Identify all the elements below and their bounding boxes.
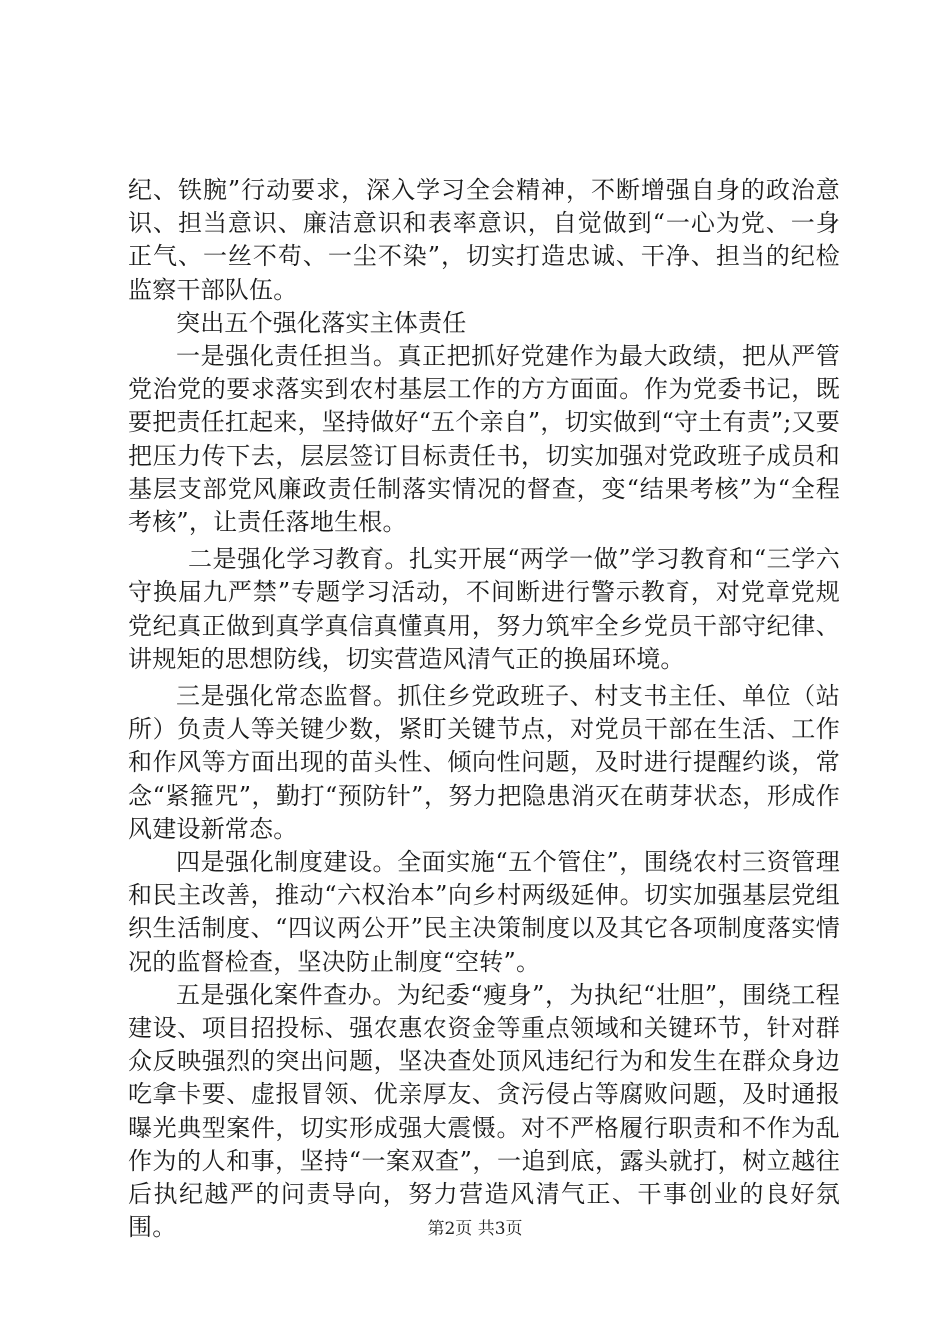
paragraph-supervision: 三是强化常态监督。抓住乡党政班子、村支书主任、单位（站所）负责人等关键少数，紧盯关键节点，对党员干部在生活、工作和作风等方面出现的苗头性、倾向性问题，及时进行提醒约谈，常念“紧箍咒”，勤打“预防针”，努力把隐患消灭在萌芽状态，形成作风建设新常态。 — [128, 682, 840, 843]
paragraph-cases: 五是强化案件查办。为纪委“瘦身”，为执纪“壮胆”，围绕工程建设、项目招投标、强农惠农资金等重点领域和关键环节，针对群众反映强烈的突出问题，坚决查处顶风违纪行为和发生在群众身边吃拿卡要、虚报冒领、优亲厚友、贪污侵占等腐败问题，及时通报曝光典型案件，切实形成强大震慑。对不严格履行职责和不作为乱作为的人和事，坚持“一案双查”，一追到底，露头就打，树立越往后执纪越严的问责导向，努力营造风清气正、干事创业的良好氛围。 — [128, 980, 840, 1242]
paragraph-responsibility: 一是强化责任担当。真正把抓好党建作为最大政绩，把从严管党治党的要求落实到农村基层工作的方方面面。作为党委书记，既要把责任扛起来，坚持做好“五个亲自”，切实做到“守土有责”;又要把压力传下去，层层签订目标责任书，切实加强对党政班子成员和基层支部党风廉政责任制落实情况的督查，变“结果考核”为“全程考核”，让责任落地生根。 — [128, 342, 840, 537]
body-text — [128, 174, 840, 1245]
section-heading: 突出五个强化落实主体责任 — [176, 308, 467, 337]
paragraph-study: 二是强化学习教育。扎实开展“两学一做”学习教育和“三学六守换届九严禁”专题学习活动，不间断进行警示教育，对党章党规党纪真正做到真学真信真懂真用，努力筑牢全乡党员干部守纪律、讲规矩的思想防线，切实营造风清气正的换届环境。 — [128, 545, 840, 673]
page-footer: 第2页 共3页 — [427, 1219, 523, 1239]
paragraph-system: 四是强化制度建设。全面实施“五个管住”，围绕农村三资管理和民主改善，推动“六权治本”向乡村两级延伸。切实加强基层党组织生活制度、“四议两公开”民主决策制度以及其它各项制度落实情况的监督检查，坚决防止制度“空转”。 — [128, 848, 840, 976]
paragraph-continuation: 纪、铁腕”行动要求，深入学习全会精神，不断增强自身的政治意识、担当意识、廉洁意识和表率意识，自觉做到“一心为党、一身正气、一丝不苟、一尘不染”，切实打造忠诚、干净、担当的纪检监察干部队伍。 — [128, 176, 840, 304]
